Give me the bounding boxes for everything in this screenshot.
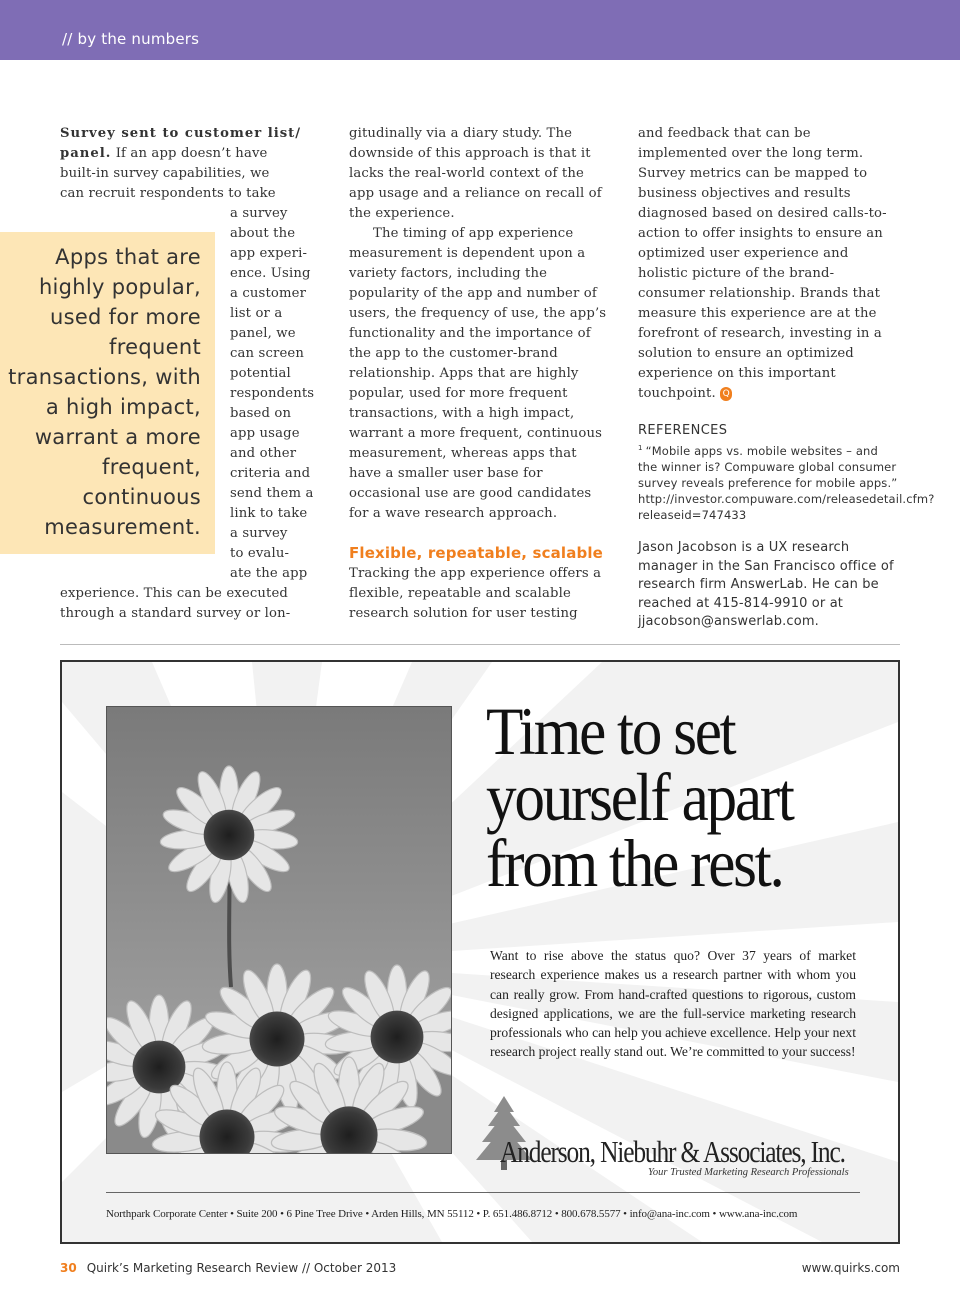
col1-wrap-line: a customer	[230, 286, 307, 301]
col1-wrap-line: to evalu-	[230, 546, 290, 561]
col1-line: built-in survey capabilities, we	[60, 166, 270, 181]
article-column-2	[349, 124, 611, 624]
article-column-3	[638, 124, 935, 632]
col1-wrap-line: app experi-	[230, 246, 308, 261]
author-bio: Jason Jacobson is a UX research manager in the San Francisco office of research firm AnswerLab. He can be reached at 415-814-9910 or at jjacobson@answerlab.com.	[638, 540, 894, 629]
col1-line: through a standard survey or lon-	[60, 606, 291, 621]
references-heading: REFERENCES	[638, 423, 728, 438]
col1-wrap-line: about the	[230, 226, 296, 241]
col1-wrap-line: criteria and	[230, 466, 311, 481]
col1-wrap-line: app usage	[230, 426, 300, 441]
pull-quote: Apps that are highly popular, used for more frequent transactions, with a high impact, warrant a more frequent, continuous measurement.	[0, 232, 215, 554]
col1-wrap-line: and other	[230, 446, 297, 461]
col1-wrap-line: panel, we	[230, 326, 296, 341]
ad-headline: Time to set yourself apart from the rest.	[486, 693, 793, 901]
section-label: // by the numbers	[62, 30, 200, 48]
ad-divider	[60, 644, 900, 645]
page-footer-left	[60, 1261, 396, 1275]
col2-paragraph: Tracking the app experience offers a flexible, repeatable and scalable research solution for user testing	[349, 566, 602, 621]
sunflower-photo	[106, 706, 452, 1154]
run-in-heading: Survey sent to customer list/ panel.	[60, 126, 302, 161]
website-link[interactable]: www.quirks.com	[801, 1261, 900, 1275]
ad-rule	[106, 1192, 860, 1193]
publication-info: Quirk’s Marketing Research Review // October 2013	[86, 1261, 397, 1275]
col1-wrap-line: based on	[230, 406, 292, 421]
section-subhead: Flexible, repeatable, scalable	[349, 544, 603, 562]
reference-item: $^1$ “Mobile apps vs. mobile websites – and the winner is? Compuware global consumer survey reveals preference for mobile apps.” http://investor.compuware.com/releasedetail.cfm?releaseid=747433	[638, 444, 935, 522]
col1-line: experience. This can be executed	[60, 586, 288, 601]
col3-paragraph: and feedback that can be implemented over the long term. Survey metrics can be mapped to business objectives and results diagnosed based on desired calls-to-action to offer insights to ensure an optimized user experience and holistic picture of the brand-consumer relationship. Brands that measure this experience are at the forefront of research, investing in a solution to ensure an optimized experience on this important touchpoint. Q	[638, 126, 887, 401]
col1-wrap-line: link to take	[230, 506, 308, 521]
col1-wrap-line: send them a	[230, 486, 314, 501]
col1-wrap-line: list or a	[230, 306, 283, 321]
page-number: 30	[60, 1261, 77, 1275]
col1-wrap-line: a survey	[230, 526, 288, 541]
col1-lead: Survey sent to customer list/ panel. If an app doesn’t have	[60, 126, 302, 161]
col1-wrap-line: a survey	[230, 206, 288, 221]
ad-body-copy: Want to rise above the status quo? Over 37 years of market research experience makes us a research partner with whom you can really grow. From hand-crafted questions to rigorous, custom designed applications, we are the full-service marketing research professionals who can help you achieve excellence. Help your next research project really stand out. We’re committed to your success!	[490, 948, 856, 1060]
col1-wrap-line: ence. Using	[230, 266, 311, 281]
col1-line: can recruit respondents to take	[60, 186, 276, 201]
company-logo	[474, 1094, 874, 1184]
advertisement	[60, 660, 900, 1244]
ad-address: Northpark Corporate Center • Suite 200 • 6 Pine Tree Drive • Arden Hills, MN 55112 • P. 651.486.8712 • 800.678.5577 • info@ana-inc.com • www.ana-inc.com	[106, 1208, 798, 1220]
col1-wrap-line: can screen	[230, 346, 304, 361]
col2-paragraph: gitudinally via a diary study. The downside of this approach is that it lacks the real-world context of the app usage and a reliance on recall of the experience.	[349, 126, 602, 221]
col1-wrap-line: ate the app	[230, 566, 308, 581]
section-header-bar	[0, 0, 960, 60]
company-name: Anderson, Niebuhr & Associates, Inc.	[500, 1134, 845, 1169]
col1-wrap-line: potential	[230, 366, 291, 381]
col1-wrap-line: respondents	[230, 386, 315, 401]
end-mark-icon: Q	[720, 387, 732, 401]
company-tagline: Your Trusted Marketing Research Professionals	[648, 1167, 849, 1178]
col2-paragraph: The timing of app experience measurement is dependent upon a variety factors, including the popularity of the app and number of users, the frequency of use, the app’s functionality and the importance of the app to the customer-brand relationship. Apps that are highly popular, used for more frequent transactions, with a high impact, warrant a more frequent, continuous measurement, whereas apps that have a smaller user base for occasional use are good candidates for a wave research approach.	[349, 226, 607, 521]
